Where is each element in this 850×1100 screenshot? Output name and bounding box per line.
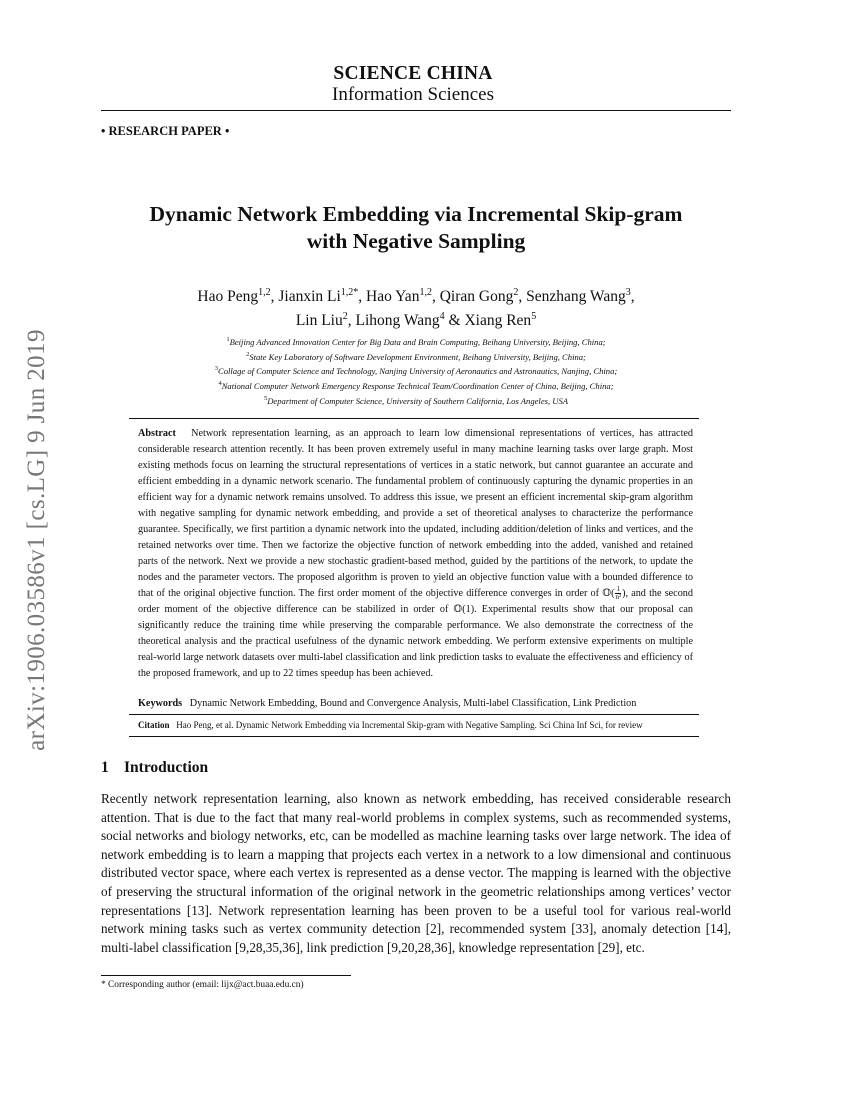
affiliation-text: Department of Computer Science, University of Southern California, Los Angeles, USA: [267, 395, 569, 406]
abstract-text-part2: ), and the second order moment of the objective difference can be stabilized in order of 𝕆(1). Experimental results show that our proposal can significantly reduce the training time while preserving the comparable performance. We also demonstrate the correctness of the theoretical analysis and the practical usefulness of the dynamic network embedding. We perform extensive experiments on multiple real-world large network datasets over multi-label classification and link prediction tasks to evaluate the effectiveness and efficiency of the proposed framework, and up to 22 times speedup has been achieved.: [138, 588, 693, 679]
title-line-1: Dynamic Network Embedding via Incremental Skip-gram: [149, 202, 683, 226]
arxiv-side-stamp: [20, 300, 54, 780]
author-name: Senzhang Wang: [526, 288, 626, 306]
affiliation-text: State Key Laboratory of Software Development Environment, Beihang University, Beijing, China;: [249, 351, 586, 362]
affiliation-text: Beijing Advanced Innovation Center for Big Data and Brain Computing, Beihang University, Beijing, China;: [229, 336, 606, 347]
author-list: [101, 283, 731, 331]
keywords-label: Keywords: [138, 698, 183, 709]
footnote-rule: [101, 975, 351, 976]
keywords-text: Dynamic Network Embedding, Bound and Convergence Analysis, Multi-label Classification, Link Prediction: [189, 698, 637, 709]
section-title: Introduction: [124, 759, 209, 776]
affiliation-number: 1: [226, 336, 230, 343]
author-affiliation: 3: [625, 287, 631, 298]
keywords: [138, 697, 693, 711]
abstract-bottom-rule: [129, 736, 699, 737]
author-name: Hao Yan: [366, 288, 420, 306]
affiliation-number: 2: [246, 350, 250, 358]
author-name: Xiang Ren: [464, 312, 532, 330]
author-affiliation: 5: [531, 311, 537, 323]
author-name: Hao Peng: [197, 288, 259, 306]
affiliation-number: 5: [263, 394, 268, 402]
header-rule: [101, 110, 731, 111]
author-affiliation: 2: [342, 311, 348, 323]
author-line-2: Lin Liu$^2$, Lihong Wang$^4$ & Xiang Ren$^5$: [295, 311, 537, 330]
abstract-label: Abstract: [138, 428, 176, 439]
fraction-denominator: n²: [615, 593, 622, 602]
paper-type-label: • RESEARCH PAPER •: [101, 124, 230, 138]
author-line-1: Hao Peng$^{1,2}$, Jianxin $Li^{1,2*}$, Hao Yan$^{1,2}$, Qiran Gong$^2$, Senzhang Wang$^3$,: [197, 287, 635, 306]
affiliation-text: National Computer Network Emergency Response Technical Team/Coordination Center of China, Beijing, China;: [221, 380, 614, 391]
author-name: Jianxin Li: [278, 288, 341, 306]
abstract-text-part1: Network representation learning, as an approach to learn low dimensional representations of vertices, has attracted considerable research attention recently. It has been proven extremely useful in many machine learning tasks over large graph. Most existing methods focus on learning the structural representations of vertices in a static network, but cannot guarantee an accurate and efficient embedding in a dynamic network scenario. The fundamental problem of continuously capturing the dynamic properties in an efficient way for a dynamic network remains unsolved. To address this issue, we present an efficient incremental skip-gram algorithm with negative sampling for dynamic network embedding, and provide a set of theoretical analyses to characterize the performance guarantee. Specifically, we first partition a dynamic network into the updated, including addition/deletion of links and vertices, and the retained networks over time. Then we factorize the objective function of network embedding into the added, vanished and retained parts of the network. Next we provide a new stochastic gradient-based method, guided by the partitions of the network, to update the nodes and the parameter vectors. The proposed algorithm is proven to yield an objective function value with a bounded difference to that of the original objective function. The first order moment of the objective difference converges in order of 𝕆(: [138, 428, 694, 599]
author-name: Qiran Gong: [439, 288, 514, 306]
keywords-rule: [129, 714, 699, 715]
footnote: * Corresponding author (email: lijx@act.buaa.edu.cn): [101, 980, 304, 990]
author-affiliation: 2: [513, 287, 519, 298]
affiliation-item: [101, 334, 731, 349]
author-name: Lihong Wang: [355, 312, 440, 330]
section-number: 1: [101, 759, 109, 776]
journal-subtitle: Information Sciences: [332, 84, 494, 105]
affiliation-number: 4: [218, 379, 222, 387]
arxiv-id: arXiv:1906.03586v1 [cs.LG] 9 Jun 2019: [23, 329, 50, 751]
title-line-2: with Negative Sampling: [306, 229, 526, 253]
affiliation-text: Collage of Computer Science and Technology, Nanjing University of Aeronautics and Astronautics, Nanjing, China;: [217, 366, 618, 377]
affiliation-number: 3: [214, 365, 218, 373]
author-affiliation: 1,2: [419, 287, 432, 298]
affiliation-item: [101, 393, 731, 408]
affiliation-item: [101, 363, 731, 378]
affiliation-list: [101, 334, 731, 407]
paper-title: [101, 201, 731, 255]
author-affiliation: 1,2*: [340, 287, 359, 298]
affiliation-item: [101, 378, 731, 393]
affiliation-item: [101, 349, 731, 364]
fraction-numerator: 1: [616, 585, 621, 594]
author-affiliation: 4: [439, 311, 445, 323]
abstract: [138, 426, 693, 682]
citation: [138, 719, 693, 732]
section-heading: [101, 759, 208, 777]
intro-paragraph: Recently network representation learning, also known as network embedding, has received considerable research attention. That is due to the fact that many real-world problems in complex systems, such as recommended systems, social networks and biology networks, etc, can be modelled as machine learning tasks over large network. The idea of network embedding is to learn a mapping that projects each vertex in a network to a low dimensional and continuous distributed vector space, where each vertex is represented as a dense vector. The mapping is learned with the objective of preserving the structural information of the original network in the geometric relationships among vertices’ vector representations [13]. Network representation learning has been proven to be a useful tool for various real-world network mining tasks such as vertex community detection [2], recommended system [33], anomaly detection [14], multi-label classification [9,28,35,36], link prediction [9,20,28,36], knowledge representation [29], etc.: [101, 791, 731, 955]
author-name: Lin Liu: [295, 312, 343, 330]
journal-name: SCIENCE CHINA: [333, 63, 493, 84]
abstract-top-rule: [129, 418, 699, 419]
author-affiliation: 1,2: [258, 287, 271, 298]
citation-text: Hao Peng, et al. Dynamic Network Embedding via Incremental Skip-gram with Negative Sampling. Sci China Inf Sci, for review: [176, 720, 643, 730]
citation-label: Citation: [138, 720, 170, 730]
fraction-one-over-n-squared: [615, 586, 621, 601]
